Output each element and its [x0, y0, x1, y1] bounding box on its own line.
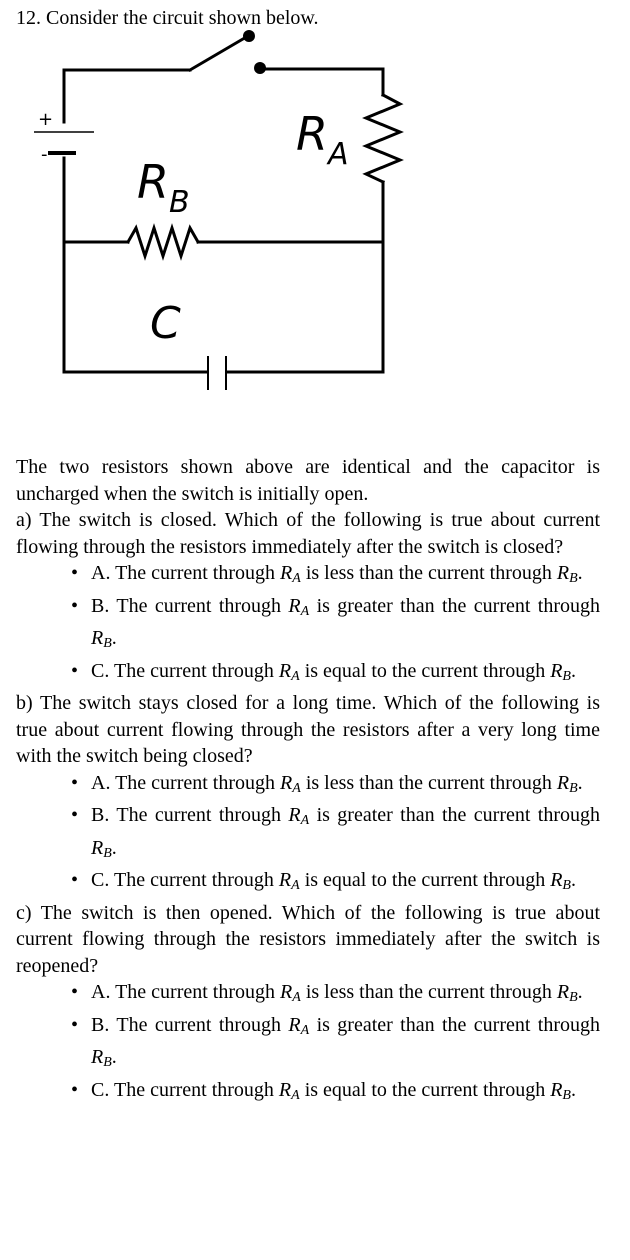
part-c-option-b: • B. The current through $R_A$ is greater than the current through $R_B$.	[16, 1012, 600, 1077]
switch-contact-top	[243, 30, 255, 42]
label-c: C	[150, 298, 181, 349]
part-b-option-b: • B. The current through $R_A$ is greater than the current through $R_B$.	[16, 802, 600, 867]
part-b-options	[16, 770, 600, 900]
question-title: 12. Consider the circuit shown below.	[16, 7, 319, 29]
part-a-options	[16, 560, 600, 690]
circuit-diagram	[0, 0, 630, 440]
resistor-rb-symbol	[128, 228, 198, 256]
part-a-option-c: • C. The current through $R_A$ is equal to the current through $R_B$.	[16, 658, 600, 691]
part-a-option-b: • B. The current through $R_A$ is greater than the current through $R_B$.	[16, 593, 600, 658]
switch-lever	[190, 36, 248, 70]
part-c-options	[16, 979, 600, 1109]
wire-right	[232, 182, 383, 372]
part-b-prompt: b) The switch stays closed for a long time. Which of the following is true about current flowing through the resistors after a very long time with the switch being closed?	[16, 692, 600, 767]
part-c-prompt: c) The switch is then opened. Which of the following is true about current flowing through the resistors immediately after the switch is reopened?	[16, 901, 600, 977]
label-rb: $R_B$	[137, 155, 190, 220]
question-body	[16, 454, 600, 1109]
part-b-option-a: • A. The current through $R_A$ is less than the current through $R_B$.	[16, 770, 600, 803]
part-a-prompt: a) The switch is closed. Which of the following is true about current flowing through the resistors immediately after the switch is closed?	[16, 509, 600, 558]
label-ra: $R_A$	[296, 107, 349, 172]
wire-top-right	[260, 69, 383, 95]
resistor-ra-symbol	[366, 95, 400, 182]
part-b-option-c: • C. The current through $R_A$ is equal to the current through $R_B$.	[16, 867, 600, 900]
switch-contact-right	[254, 62, 266, 74]
intro-text: The two resistors shown above are identical and the capacitor is uncharged when the switch is initially open.	[16, 456, 600, 505]
part-c-option-a: • A. The current through $R_A$ is less than the current through $R_B$.	[16, 979, 600, 1012]
wire-top-left	[64, 70, 190, 122]
part-c-option-c: • C. The current through $R_A$ is equal to the current through $R_B$.	[16, 1077, 600, 1110]
part-a-option-a: • A. The current through $R_A$ is less than the current through $R_B$.	[16, 560, 600, 593]
battery-plus-label: +	[38, 109, 54, 130]
battery-minus-label: -	[41, 144, 48, 165]
